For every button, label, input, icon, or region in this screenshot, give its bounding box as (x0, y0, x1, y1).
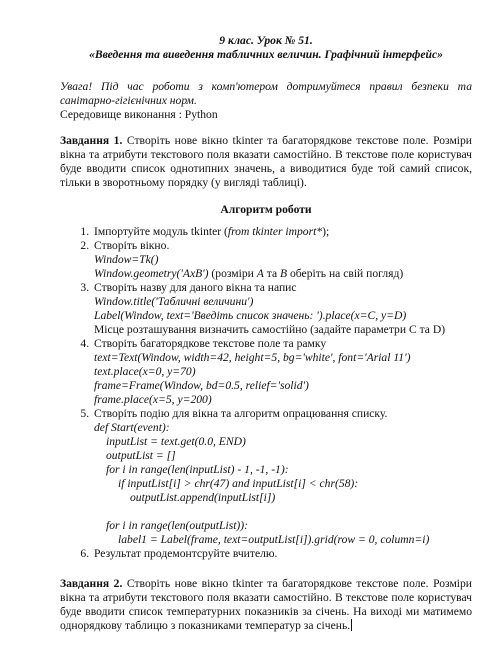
step-3-note: Місце розташування визначить самостійно (задайте параметри С та D) (94, 323, 446, 336)
task-2-text: Створіть нове вікно tkinter та багаторядкове текстове поле. Розміри вікна та атрибути текстового поля вказати самостійно. В текстове поле користувач буде вводити список температурних показників за січень. На виході ми матимемо однорядкову таблицю з показниками температур за січень. (60, 577, 473, 632)
text-cursor (351, 619, 352, 631)
code-line: def Start(event): (94, 421, 170, 434)
step-1-code: from tkinter import* (227, 225, 323, 238)
code-line: label1 = Label(frame, text=outputList[i]).grid(row = 0, column=i) (118, 533, 430, 546)
code-line: inputList = text.get(0.0, END) (106, 435, 246, 448)
step-4: 4. Створіть багаторядкове текстове поле та рамку text=Text(Window, width=42, height=5, bg='white', font='Arial 11') text.place(x=0, y=70) frame=Frame(Window, bd=0.5, relief='solid') frame.place(x=5, y=200) (92, 337, 472, 407)
algorithm-steps (60, 225, 472, 561)
step-3: 3. Створіть назву для даного вікна та напис Window.title('Табличні величини') Label(Window, text='Введіть список значень: ').place(x=C, y=D) Місце розташування визначить самостійно (задайте параметри С та D) (92, 281, 472, 337)
lesson-topic: «Введення та виведення табличних величин. Графічний інтерфейс» (89, 48, 443, 61)
task-1-label: Завдання 1. (60, 134, 123, 147)
code-line: Window=Tk() (94, 253, 159, 266)
code-line: Window.geometry('AxB') (94, 267, 209, 280)
code-line: Label(Window, text='Введіть список значень: ').place(x=C, y=D) (94, 309, 407, 322)
code-line: text.place(x=0, y=70) (94, 365, 196, 378)
step-2: 2. Створіть вікно. Window=Tk() Window.geometry('AxB') (розміри A та B оберіть на свій погляд) (92, 239, 472, 281)
step-6: 6. Результат продемонтсруйте вчителю. (92, 547, 472, 561)
code-line: frame=Frame(Window, bd=0.5, relief='solid') (94, 379, 309, 392)
step-5: 5. Створіть подію для вікна та алгоритм опрацювання списку. def Start(event): inputList = text.get(0.0, END) outputList = [] for i in range(len(inputList) - 1, -1, -1): if inputList[i] > chr(47) and inputList[i] < chr(58): outputList.append(inputList[i]) for i in range(len(outputList)): label1 = Label(frame, text=outputList[i]).grid(row = 0, column=i) (92, 407, 472, 547)
code-line: frame.place(x=5, y=200) (94, 393, 212, 406)
step-1: 1. Імпортуйте модуль tkinter (from tkinter import*); (92, 225, 472, 239)
code-line: outputList = [] (106, 449, 176, 462)
safety-warning: Увага! Під час роботи з комп'ютером дотримуйтеся правил безпеки та санітарно-гігієнічних норм. (60, 80, 472, 107)
task-2 (60, 577, 472, 633)
code-line: if inputList[i] > chr(47) and inputList[i] < chr(58): (118, 477, 359, 490)
code-line: text=Text(Window, width=42, height=5, bg='white', font='Arial 11') (94, 351, 411, 364)
environment-line: Середовище виконання : Python (60, 108, 218, 121)
code-line: Window.title('Табличні величини') (94, 295, 254, 308)
code-line: for i in range(len(outputList)): (106, 519, 249, 532)
code-line: for i in range(len(inputList) - 1, -1, -1): (106, 463, 289, 476)
code-line: outputList.append(inputList[i]) (130, 491, 276, 504)
task-1 (60, 134, 472, 190)
algorithm-title: Алгоритм роботи (220, 203, 312, 216)
task-1-text: Створіть нове вікно tkinter та багаторядкове текстове поле. Розміри вікна та атрибути текстового поля вказати самостійно. В текстове поле користувач буде вводити список однотипних значень, а виводитися буде той самий список, тільки в зворотньому порядку (у вигляді таблиці). (60, 134, 473, 189)
lesson-header: 9 клас. Урок № 51. (219, 34, 313, 47)
document-title (60, 34, 472, 62)
task-2-label: Завдання 2. (60, 577, 123, 590)
